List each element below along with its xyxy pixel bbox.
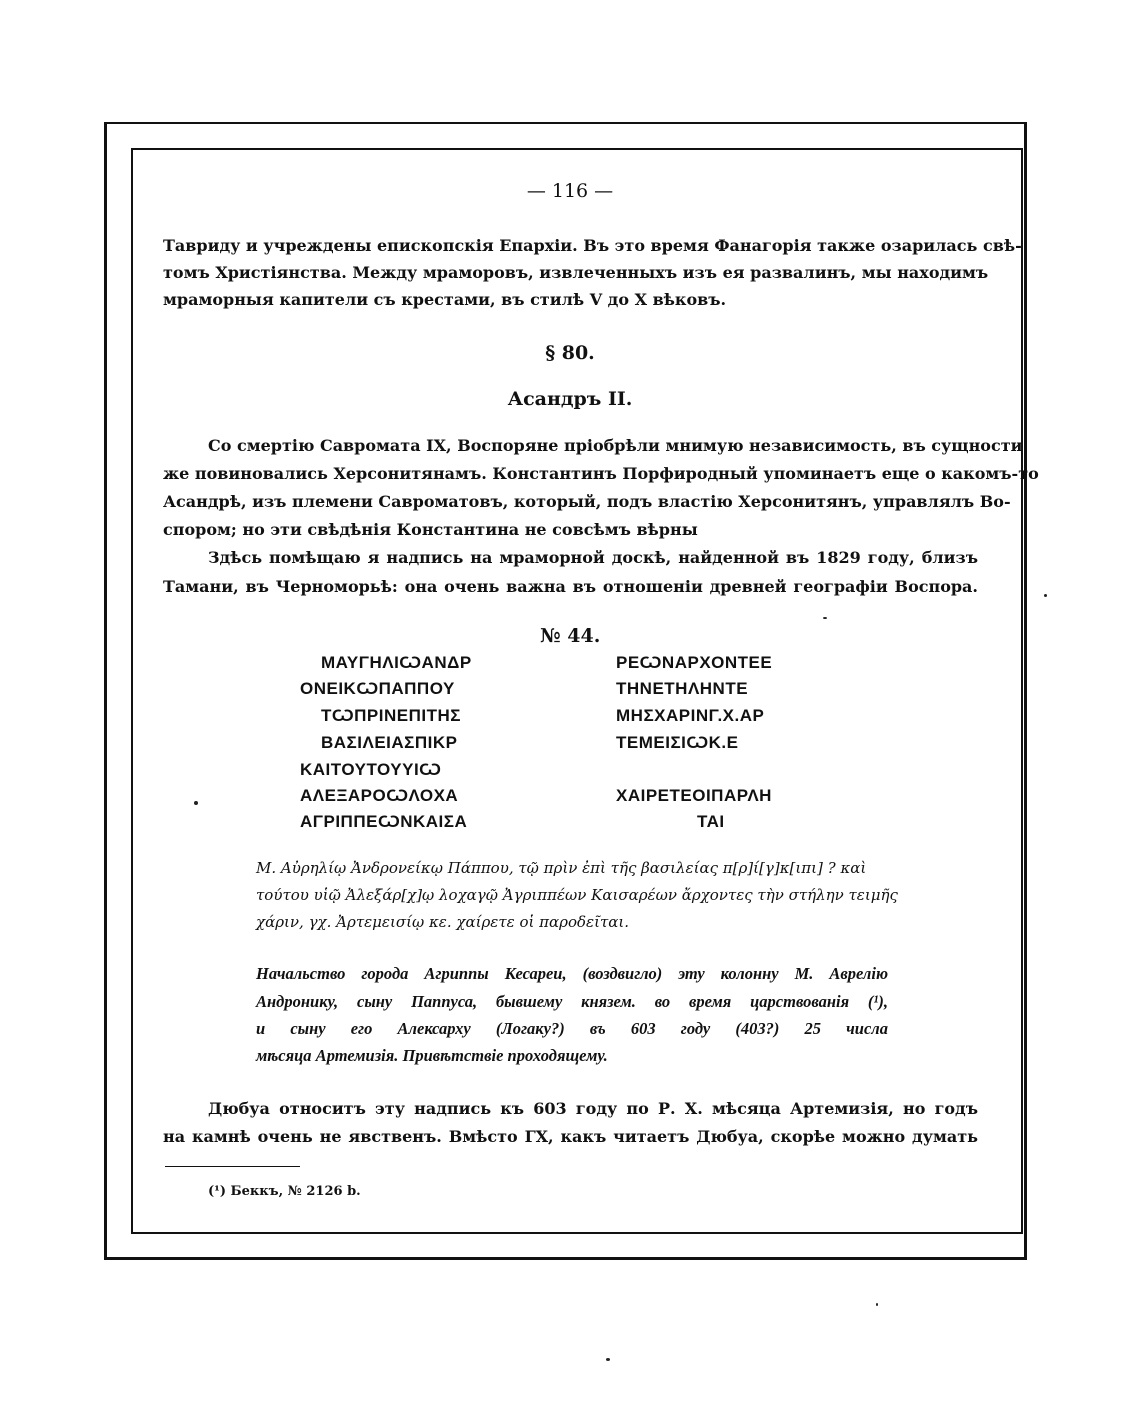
translation-line-4: мѣсяца Артемизія. Привѣтствіе проходящему. [256,1046,608,1065]
page-number: — 116 — [526,180,614,202]
paragraph-1-line-1: Со смертію Савромата IX, Воспоряне пріобрѣли мнимую независимость, въ сущности [208,436,1023,455]
inscription-left-line-5: ΚΑΙΤΟΥΤΟΥΥΙѠ [300,760,442,779]
inscription-right-line-6: ΧΑΙΡΕΤΕΟΙΠΑΡΛΗ [616,786,772,805]
greek-transcription-line-1: Μ. Αὐρηλίῳ Ἀνδρονείκῳ Πάππου, τῷ πρὶν ἐπὶ τῆς βασιλείας π[ρ]ί[γ]κ[ιπι] ? καὶ [256,859,867,877]
print-speck [823,617,827,619]
print-speck [876,1303,878,1306]
top-paragraph-line-3: мраморныя капители съ крестами, въ стилѣ V до X вѣковъ. [163,290,727,309]
inscription-left-line-4: ΒΑΣΙΛΕΙΑΣΠΙΚΡ [321,733,458,752]
section-title: § 80. [545,342,595,364]
greek-transcription-line-3: χάριν, γχ. Ἀρτεμεισίῳ κε. χαίρετε οἱ παροδεῖται. [256,913,630,931]
inscription-left-line-3: ΤѠΠΡΙΝΕΠΙΤΗΣ [321,706,461,725]
paragraph-2-line-2: Тамани, въ Черноморьѣ: она очень важна въ отношеніи древней географіи Воспора. [163,577,978,596]
greek-transcription-line-2: τούτου υἱῷ Ἀλεξάρ[χ]ῳ λοχαγῷ Ἀγριππέων Καισαρέων ἄρχοντες τὴν στήλην τειμῆς [256,886,898,904]
top-paragraph-line-1: Тавриду и учреждены епископскія Епархіи. Въ это время Фанагорія также озарилась свѣ- [163,236,1022,255]
paragraph-2-line-1: Здѣсь помѣщаю я надпись на мраморной доскѣ, найденной въ 1829 году, близъ [208,548,978,567]
inscription-right-line-4: ΤΕΜΕΙΣΙѠΚ.Ε [616,733,739,752]
top-paragraph-line-2: томъ Христіянства. Между мраморовъ, извлеченныхъ изъ ея развалинъ, мы находимъ [163,263,989,282]
paragraph-1-line-4: спором; но эти свѣдѣнія Константина не совсѣмъ вѣрны [163,520,698,539]
inscription-right-line-2: ΤΗΝΕΤΗΛΗΝΤΕ [616,679,749,698]
inscription-number: № 44. [540,625,601,647]
chapter-subtitle: Асандръ II. [507,388,633,410]
print-speck [194,801,198,805]
inscription-right-line-3: ΜΗΣΧΑΡΙΝΓ.Χ.ΑΡ [616,706,765,725]
closing-paragraph-line-2: на камнѣ очень не явственъ. Вмѣсто ГХ, какъ читаетъ Дюбуа, скорѣе можно думать [163,1127,978,1146]
translation-line-2: Андронику, сыну Паппуса, бывшему князем. во время царствованія (¹), [256,992,888,1011]
paragraph-1-line-3: Асандрѣ, изъ племени Савроматовъ, который, подъ властію Херсонитянъ, управлялъ Во- [163,492,1011,511]
closing-paragraph-line-1: Дюбуа относитъ эту надпись къ 603 году по Р. Х. мѣсяца Артемизія, но годъ [208,1099,978,1118]
footnote: (¹) Беккъ, № 2126 b. [208,1184,361,1199]
inscription-left-line-7: ΑΓΡΙΠΠΕѠΝΚΑΙΣΑ [300,812,468,831]
inscription-left-line-2: ΟΝΕΙΚѠΠΑΠΠΟΥ [300,679,455,698]
paragraph-1-line-2: же повиновались Херсонитянамъ. Константинъ Порфиродный упоминаетъ еще о какомъ-то [163,464,1039,483]
inscription-right-line-1: ΡΕѠΝΑΡΧΟΝΤΕΕ [616,653,773,672]
inscription-left-line-6: ΑΛΕΞΑΡΟѠΛΟΧΑ [300,786,459,805]
footnote-rule [165,1166,300,1167]
print-speck [1044,594,1047,597]
inscription-left-line-1: ΜΑΥΓΗΛΙѠΑΝΔΡ [321,653,472,672]
print-speck [606,1358,610,1361]
inner-page-border [131,148,1039,1234]
translation-line-3: и сыну его Алексарху (Логаку?) въ 603 году (403?) 25 числа [256,1019,888,1038]
translation-line-1: Начальство города Агриппы Кесареи, (воздвигло) эту колонну М. Аврелію [256,964,888,983]
inscription-right-line-7: ΤΑΙ [697,812,725,831]
